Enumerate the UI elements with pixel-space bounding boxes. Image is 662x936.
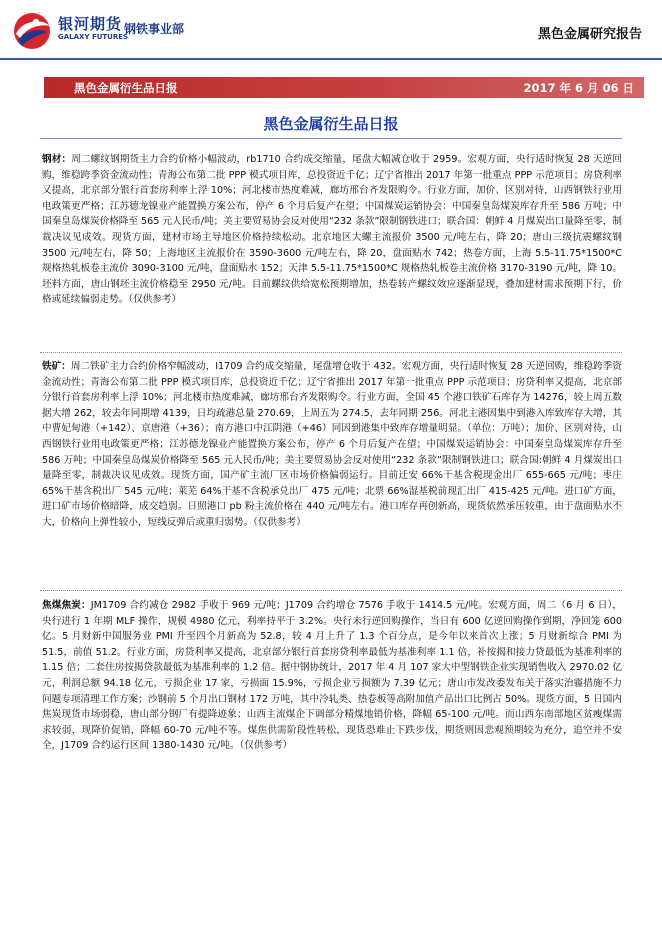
section-label-steel: 钢材： [42,154,72,165]
department-name: 钢铁事业部 [124,22,185,36]
section-text-steel: 周二螺纹钢期货主力合约价格小幅波动，rb1710 合约成交缩量，尾盘大幅减仓收于 2959。宏观方面，央行适时恢复 28 天逆回购，维稳跨季资金流动性；青海公布第二批 PPP 模式项目库，总投资近千亿；辽宁省推出 2017 年第一批重点 PPP 示范项目；房贷利率又提高，北京部分银行首套房利率上浮 10%；河北楼市热度难减，廊坊邢台齐发限购令。行业方面，加价、区别对待，山西钢铁行业用电政策更严格；江苏德龙镍业产能置换方案公布，停产 6 个月后复产在望；中国煤炭运销协会：中国秦皇岛煤炭库存升至 586 万吨；中国秦皇岛煤炭价格降至 565 元人民币/吨；美主要贸易协会反对使用“232 条款”限制钢铁进口；联合国：朝鲜 4 月煤炭出口量降至零，制裁决议见成效。现货方面，建材市场主导地区价格持续松动。北京地区大螺主流报价 3500 元/吨左右，降 20；唐山三级抗震螺纹钢 3500 元/吨左右，降 50；上海地区主流报价在 3590-3600 元/吨左右，降 20，盘面贴水 742；热卷方面，上海 5.5-11.75*1500*C 规格热轧板卷主流价 3090-3100 元/吨，盘面贴水 152；天津 5.5-11.75*1500*C 规格热轧板卷主流价格 3170-3190 元/吨，降 10。坯料方面，唐山钢坯主流价格稳至 2950 元/吨。目前螺纹供给宽松预期增加，热卷转产螺纹效应逐渐显现，叠加建材需求预期下行，价格或延续偏弱走势。（仅供参考） [42,154,622,306]
section-steel [42,152,622,308]
banner-report-date: 2017 年 6 月 06 日 [523,81,634,95]
section-divider [40,352,622,353]
title-divider [40,138,622,139]
section-coking-coal-coke [42,598,622,754]
page-title: 黑色金属衍生品日报 [263,115,399,133]
section-text-iron-ore: 周二铁矿主力合约价格窄幅波动，I1709 合约成交缩量，尾盘增仓收于 432。宏观方面，央行适时恢复 28 天逆回购，维稳跨季资金流动性；青海公布第二批 PPP 模式项目库，总投资近千亿；辽宁省推出 2017 年第一批重点 PPP 示范项目；房贷利率又提高，北京部分银行首套房利率上浮 10%；河北楼市热度难减，廊坊邢台齐发限购令。行业方面，全国 45 个港口铁矿石库存为 14276，较上周五数据大增 262，较去年同期增 4139，日均疏港总量 270.69，上周五为 274.5，去年同期 256。河北主港因集中到港入库致库存大增，其中曹妃甸港（+142）、京唐港（+36）；南方港口中江阴港（+46）同因到港集中致库存增量明显。（单位：万吨）；加价、区别对待，山西钢铁行业用电政策更严格；江苏德龙镍业产能置换方案公布，停产 6 个月后复产在望；中国煤炭运销协会：中国秦皇岛煤炭库存升至 586 万吨；中国秦皇岛煤炭价格降至 565 元人民币/吨；美主要贸易协会反对使用“232 条款”限制钢铁进口；联合国:朝鲜 4 月煤炭出口量降至零，制裁决议见成效。现货方面，国产矿主流厂区市场价格偏弱运行。目前迁安 66%干基含税现金出厂 655-665 元/吨；枣庄 65%干基含税出厂 545 元/吨；莱芜 64%干基不含税承兑出厂 475 元/吨；北票 66%湿基税前现汇出厂 415-425 元/吨。进口矿方面，进口矿市场价格暗降，成交趋弱。日照港口 pb 粉主流价格在 440 元/吨左右。港口库存再创新高，现货依然承压较重，由于盘面贴水不大，价格向上弹性较小，短线反弹后或重归弱势。（仅供参考） [42,361,623,528]
page-header [0,0,662,62]
section-iron-ore [42,359,622,531]
section-divider [40,590,622,591]
report-type: 黑色金属研究报告 [537,27,642,42]
section-text-coking-coal-coke: JM1709 合约减仓 2982 手收于 969 元/吨；J1709 合约增仓 7576 手收于 1414.5 元/吨。宏观方面，周二（6 月 6 日），央行进行 1 年期 MLF 操作，规模 4980 亿元，利率持平于 3.2%。央行未行逆回购操作，当日有 600 亿逆回购操作到期，净回笼 600 亿。5 月财新中国服务业 PMI 升至四个月新高为 52.8，较 4 月上升了 1.3 个百分点，是今年以来首次上涨；5 月财新综合 PMI 为 51.5，前值 51.2。行业方面，房贷利率又提高，北京部分银行首套房贷利率最低为基准利率 1.1 倍，补按揭和接力贷最低为基准利率的 1.15 倍；二套住房按揭贷款最低为基准利率的 1.2 倍。据中钢协统计，2017 年 4 月 107 家大中型钢铁企业实现销售收入 2970.02 亿元，利润总额 94.18 亿元，亏损企业 17 家，亏损面 15.9%，亏损企业亏损额为 7.39 亿元；唐山市发改委发布关于落实治霾措施不力问题专项清理工作方案；沙钢前 5 个月出口钢材 172 万吨，其中冷轧类、热卷板等高附加值产品出口比例占 50%。现货方面，5 日国内焦炭现货市场弱稳，唐山部分钢厂有提降迹象；山西主流煤企下调部分精煤地销价格，降幅 65-100 元/吨。而山西东南部地区贫瘦煤需求较弱，现降价促销，降幅 60-70 元/吨不等。煤焦供需阶段性转松，现货恐难止下跌步伐，期货则因悲观预期较为充分，追空并不安全，J1709 合约运行区间 1380-1430 元/吨。（仅供参考） [42,600,623,752]
banner-report-name: 黑色金属衍生品日报 [74,81,178,95]
galaxy-futures-logo-icon [12,10,52,52]
section-label-coking-coal-coke: 焦煤焦炭： [42,600,91,611]
report-banner [44,77,644,98]
section-label-iron-ore: 铁矿： [42,361,71,372]
company-name: 银河期货 [58,15,123,33]
header-divider [0,58,662,60]
company-name-english: GALAXY FUTURES [58,33,129,41]
